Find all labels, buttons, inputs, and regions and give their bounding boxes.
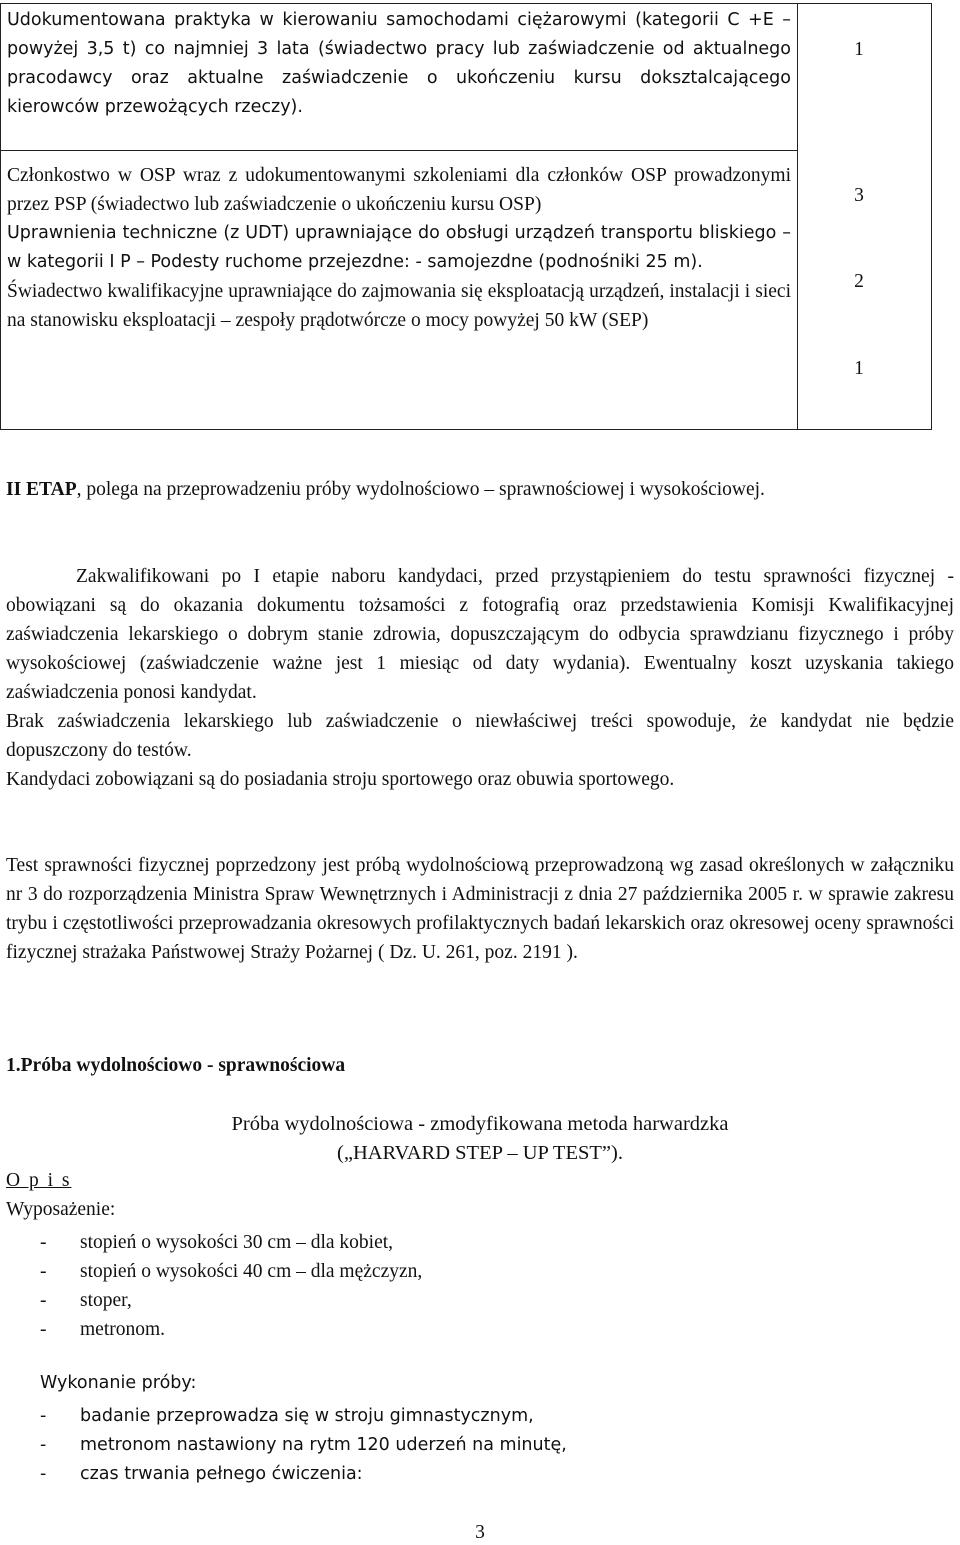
etap-2-label: II ETAP bbox=[6, 479, 77, 500]
equipment-list bbox=[40, 1228, 422, 1344]
list-item: - czas trwania pełnego ćwiczenia: bbox=[40, 1464, 363, 1484]
paragraph-sportswear: Kandydaci zobowiązani są do posiadania stroju sportowego oraz obuwia sportowego. bbox=[6, 769, 675, 790]
list-item: - badanie przeprowadza się w stroju gimnastycznym, bbox=[40, 1406, 534, 1426]
criteria-description-cell bbox=[1, 4, 798, 151]
equipment-label: Wyposażenie: bbox=[6, 1199, 116, 1220]
description-label: O p i s bbox=[6, 1170, 72, 1191]
paragraph-medical-certificate: Zakwalifikowani po I etapie naboru kandydaci, przed przystąpieniem do testu sprawności fizycznej - obowiązani są do okazania dokumentu tożsamości z fotografią oraz przedstawienia Komisji Kwalifikacyjnej zaświadczenia lekarskiego o dobrym stanie zdrowia, dopuszczającym do odbycia sprawdzianu fizycznego i próby wysokościowej (zaświadczenie ważne jest 1 miesiąc od daty wydania). Ewentualny koszt uzyskania takiego zaświadczenia ponosi kandydat. bbox=[6, 566, 954, 703]
points-value: 2 bbox=[854, 271, 864, 292]
criteria-text: Świadectwo kwalifikacyjne uprawniające do zajmowania się eksploatacją urządzeń, instalacji i sieci na stanowisku eksploatacji – zespoły prądotwórcze o mocy powyżej 50 kW (SEP) bbox=[7, 281, 791, 331]
criteria-text: Uprawnienia techniczne (z UDT) uprawniające do obsługi urządzeń transportu bliskiego – w kategorii I P – Podesty ruchome przejezdne: - samojezdne (podnośniki 25 m). bbox=[7, 223, 791, 272]
paragraph-fitness-test: Test sprawności fizycznej poprzedzony jest próbą wydolnościową przeprowadzoną wg zasad określonych w załączniku nr 3 do rozporządzenia Ministra Spraw Wewnętrznych i Administracji z dnia 27 października 2005 r. w sprawie zakresu trybu i częstotliwości przeprowadzania okresowych profilaktycznych badań lekarskich oraz okresowej oceny sprawności fizycznej strażaka Państwowej Straży Pożarnej ( Dz. U. 261, poz. 2191 ). bbox=[6, 855, 954, 963]
requirements-block bbox=[6, 562, 954, 794]
list-item: - metronom. bbox=[40, 1319, 166, 1340]
points-value: 3 bbox=[854, 185, 864, 206]
fitness-test-block bbox=[6, 851, 954, 967]
criteria-text: Udokumentowana praktyka w kierowaniu samochodami ciężarowymi (kategorii C +E – powyżej 3,5 t) co najmniej 3 lata (świadectwo pracy lub zaświadczenie od aktualnego pracodawcy oraz aktualne zaświadczenie o ukończeniu kursu doksztalcającego kierowców przewożących rzeczy). bbox=[7, 10, 791, 117]
procedure-list bbox=[40, 1402, 567, 1489]
list-item: - stoper, bbox=[40, 1290, 132, 1311]
test-subtitle-name: („HARVARD STEP – UP TEST”). bbox=[337, 1142, 623, 1164]
etap-2-text: , polega na przeprowadzeniu próby wydolnościowo – sprawnościowej i wysokościowej. bbox=[76, 479, 765, 500]
list-item: - stopień o wysokości 40 cm – dla mężczyzn, bbox=[40, 1261, 423, 1282]
criteria-text: Członkostwo w OSP wraz z udokumentowanymi szkoleniami dla członków OSP prowadzonymi przez PSP (świadectwo lub zaświadczenie o ukończeniu kursu OSP) bbox=[7, 165, 791, 215]
list-item: - metronom nastawiony na rytm 120 uderzeń na minutę, bbox=[40, 1435, 567, 1455]
table-row bbox=[1, 4, 932, 151]
etap-2-paragraph bbox=[6, 475, 954, 504]
points-value: 1 bbox=[854, 39, 864, 60]
section-heading: 1.Próba wydolnościowo - sprawnościowa bbox=[6, 1055, 346, 1076]
list-item: - stopień o wysokości 30 cm – dla kobiet, bbox=[40, 1232, 394, 1253]
paragraph-missing-certificate: Brak zaświadczenia lekarskiego lub zaświadczenie o niewłaściwej treści spowoduje, że kandydat nie będzie dopuszczony do testów. bbox=[6, 711, 954, 761]
criteria-description-cell bbox=[1, 151, 798, 430]
page-number: 3 bbox=[475, 1522, 485, 1543]
points-value: 1 bbox=[854, 358, 864, 379]
procedure-label: Wykonanie próby: bbox=[40, 1373, 197, 1393]
test-subtitle: Próba wydolnościowa - zmodyfikowana metoda harwardzka bbox=[231, 1113, 729, 1135]
